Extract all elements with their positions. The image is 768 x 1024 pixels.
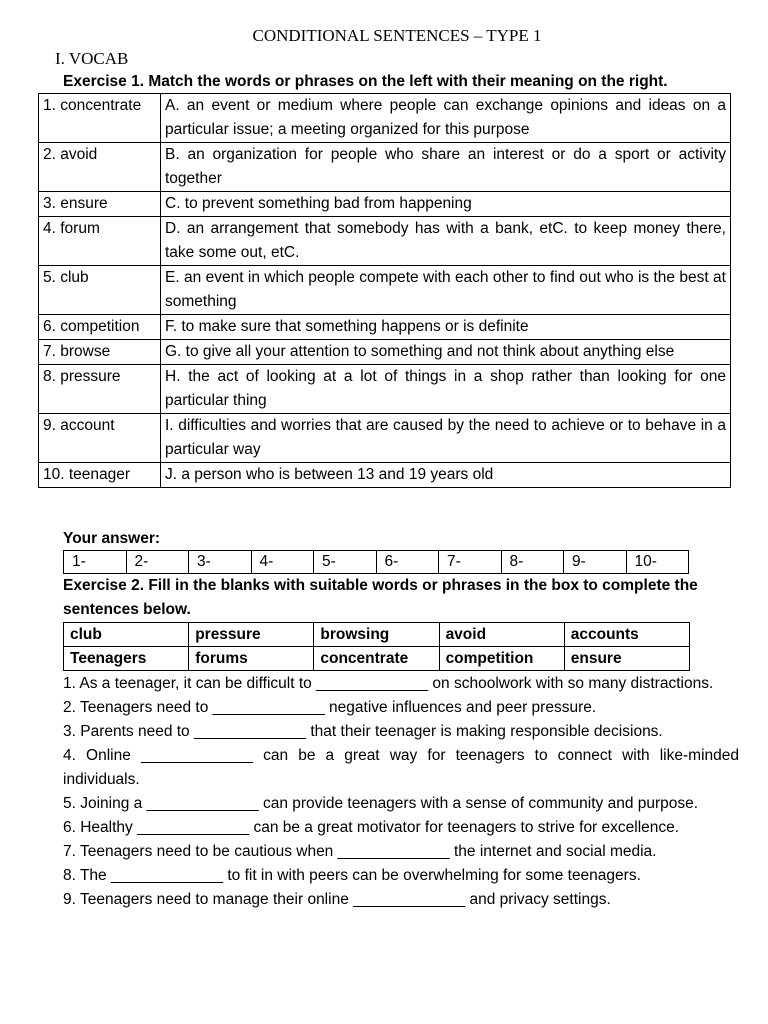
meaning-cell: F. to make sure that something happens or is definite [161, 315, 731, 340]
table-row [39, 340, 731, 365]
sentence-item: 5. Joining a _____________ can provide teenagers with a sense of community and purpose. [63, 795, 699, 812]
meaning-cell: A. an event or medium where people can exchange opinions and ideas on a particular issue; a meeting organized for this purpose [161, 94, 731, 143]
meaning-cell: E. an event in which people compete with each other to find out who is the best at something [161, 266, 731, 315]
table-row [39, 217, 731, 266]
word-box-cell: Teenagers [64, 647, 189, 671]
sentence-item: 1. As a teenager, it can be difficult to _____________ on schoolwork with so many distractions. [63, 675, 714, 692]
meaning-cell: B. an organization for people who share an interest or do a sport or activity together [161, 143, 731, 192]
page-title: CONDITIONAL SENTENCES – TYPE 1 [252, 26, 542, 45]
word-box-cell: avoid [439, 623, 564, 647]
table-row [39, 266, 731, 315]
word-box-cell: ensure [564, 647, 689, 671]
sentence-item: 9. Teenagers need to manage their online _____________ and privacy settings. [63, 891, 611, 908]
word-box-row [64, 647, 690, 671]
table-row [39, 463, 731, 488]
word-cell: 9. account [39, 414, 161, 463]
answer-cell[interactable]: 8- [501, 551, 564, 574]
answer-cell[interactable]: 6- [376, 551, 439, 574]
your-answer-label: Your answer: [63, 530, 161, 547]
word-cell: 7. browse [39, 340, 161, 365]
sentence-item: 4. Online _____________ can be a great way for teenagers to connect with like-minded individuals. [63, 747, 739, 788]
meaning-cell: D. an arrangement that somebody has with a bank, etC. to keep money there, take some out, etC. [161, 217, 731, 266]
answer-cell[interactable]: 1- [64, 551, 127, 574]
answer-cell[interactable]: 9- [564, 551, 627, 574]
sentence-list [63, 672, 739, 912]
word-box-cell: accounts [564, 623, 689, 647]
answer-cell[interactable]: 7- [439, 551, 502, 574]
exercise1-heading: Exercise 1. Match the words or phrases on the left with their meaning on the right. [63, 73, 668, 90]
sentence-item: 6. Healthy _____________ can be a great motivator for teenagers to strive for excellence. [63, 819, 680, 836]
meaning-cell: G. to give all your attention to something and not think about anything else [161, 340, 731, 365]
meaning-cell: I. difficulties and worries that are caused by the need to achieve or to behave in a particular way [161, 414, 731, 463]
answer-row [64, 551, 689, 574]
word-cell: 10. teenager [39, 463, 161, 488]
table-row [39, 192, 731, 217]
answer-cell[interactable]: 4- [251, 551, 314, 574]
sentence-item: 2. Teenagers need to _____________ negative influences and peer pressure. [63, 699, 597, 716]
answer-cell[interactable]: 5- [314, 551, 377, 574]
sentence-item: 8. The _____________ to fit in with peers can be overwhelming for some teenagers. [63, 867, 641, 884]
meaning-cell: H. the act of looking at a lot of things in a shop rather than looking for one particular thing [161, 365, 731, 414]
answer-cell[interactable]: 2- [126, 551, 189, 574]
word-box-cell: browsing [314, 623, 439, 647]
word-cell: 2. avoid [39, 143, 161, 192]
word-cell: 5. club [39, 266, 161, 315]
word-box-cell: club [64, 623, 189, 647]
word-cell: 8. pressure [39, 365, 161, 414]
word-cell: 3. ensure [39, 192, 161, 217]
answer-cell[interactable]: 10- [626, 551, 689, 574]
word-box-cell: pressure [189, 623, 314, 647]
sentence-item: 7. Teenagers need to be cautious when _____________ the internet and social media. [63, 843, 657, 860]
meaning-cell: C. to prevent something bad from happening [161, 192, 731, 217]
table-row [39, 365, 731, 414]
word-cell: 6. competition [39, 315, 161, 340]
table-row [39, 143, 731, 192]
sentence-item: 3. Parents need to _____________ that their teenager is making responsible decisions. [63, 723, 663, 740]
section-heading: I. VOCAB [55, 49, 129, 68]
table-row [39, 94, 731, 143]
word-cell: 1. concentrate [39, 94, 161, 143]
word-box-table [63, 622, 690, 671]
word-box-cell: competition [439, 647, 564, 671]
answer-cell[interactable]: 3- [189, 551, 252, 574]
table-row [39, 414, 731, 463]
matching-table [38, 93, 731, 488]
meaning-cell: J. a person who is between 13 and 19 years old [161, 463, 731, 488]
table-row [39, 315, 731, 340]
exercise2-heading: Exercise 2. Fill in the blanks with suitable words or phrases in the box to complete the sentences below. [63, 577, 698, 618]
word-box-row [64, 623, 690, 647]
word-cell: 4. forum [39, 217, 161, 266]
answer-table [63, 550, 689, 574]
word-box-cell: concentrate [314, 647, 439, 671]
word-box-cell: forums [189, 647, 314, 671]
